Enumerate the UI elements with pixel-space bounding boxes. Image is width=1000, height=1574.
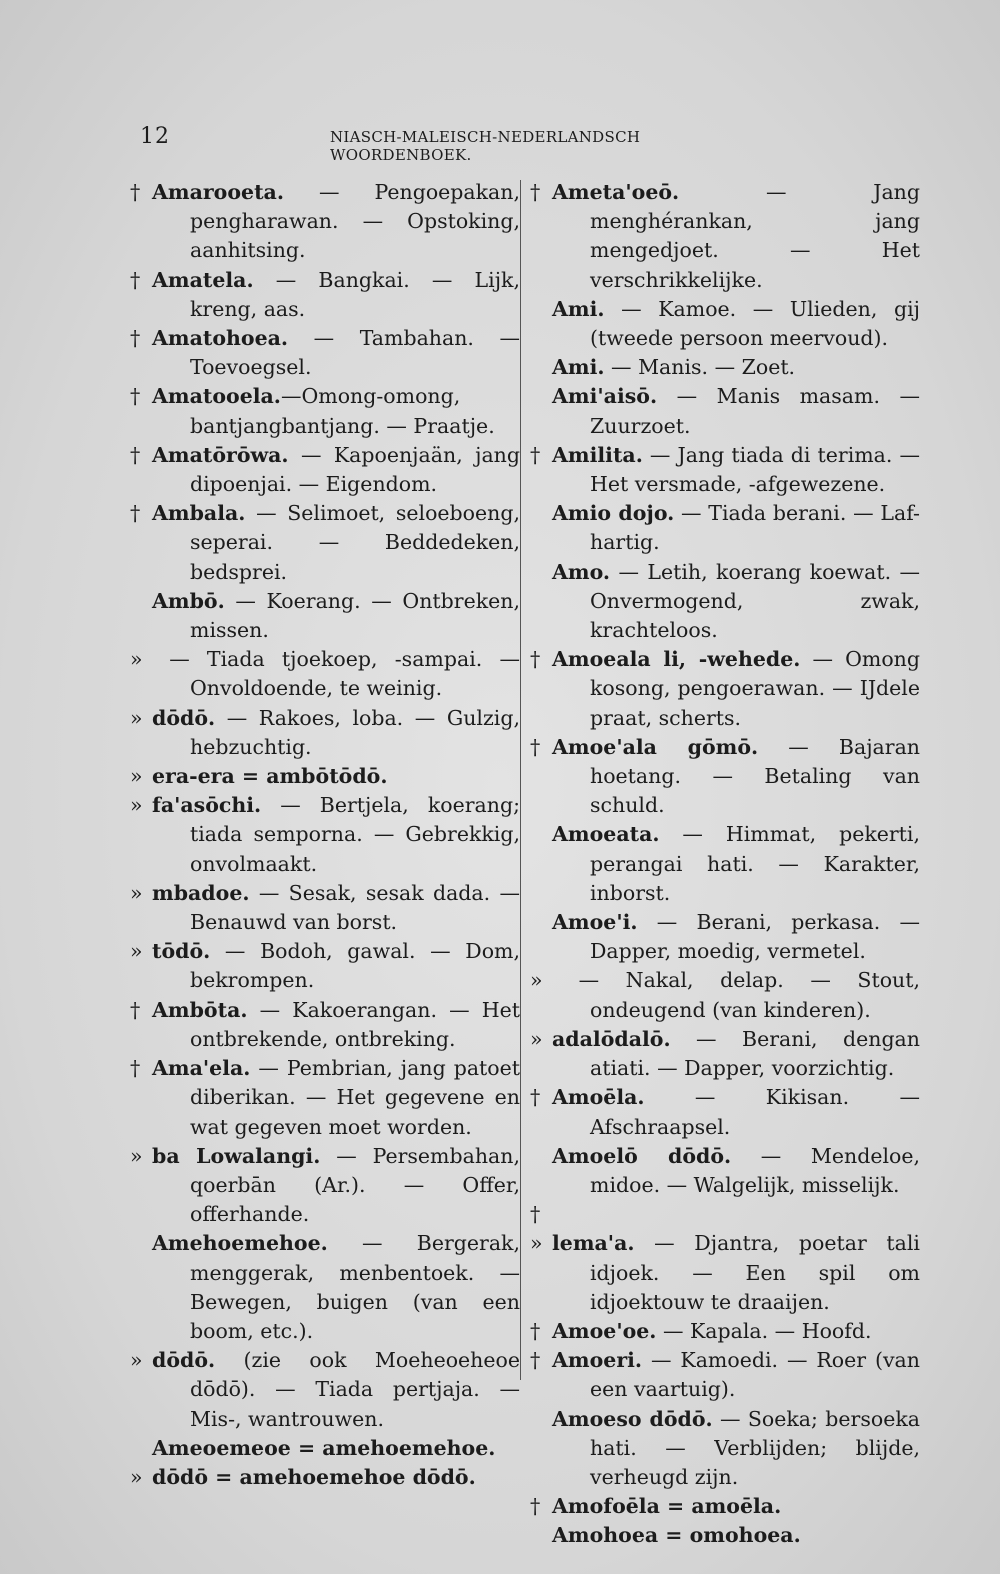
entry-headword: Amoe'i. bbox=[552, 910, 638, 935]
entry-definition: — Kamoedi. — Roer (van een vaartuig). bbox=[590, 1348, 920, 1402]
dictionary-entry bbox=[130, 587, 520, 645]
entry-definition: — Kapoenjaän, jang dipoenjai. — Eigendom. bbox=[190, 442, 520, 497]
entry-headword: Ameta'oeō. bbox=[552, 180, 680, 204]
entry-headword: Ami'aisō. bbox=[552, 384, 658, 409]
dictionary-entry bbox=[530, 1346, 920, 1404]
entry-marker: † bbox=[130, 997, 141, 1022]
entry-definition: — Jang tiada di terima. — Het versmade, -afgewezene. bbox=[590, 442, 920, 497]
entry-definition: — Sesak, sesak dada. — Benauwd van borst. bbox=[190, 880, 520, 935]
entry-headword: Amoēla. bbox=[552, 1085, 645, 1110]
entry-definition: — Soeka; bersoeka hati. — Verblijden; blijde, verheugd zijn. bbox=[590, 1406, 920, 1489]
entry-marker: » bbox=[130, 647, 143, 672]
entry-marker: † bbox=[130, 326, 141, 351]
entry-headword: lema'a. bbox=[552, 1231, 635, 1256]
dictionary-entry bbox=[530, 908, 920, 966]
entry-definition: — Kikisan. — Afschraapsel. bbox=[590, 1085, 920, 1139]
entry-definition: — Bangkai. — Lijk, kreng, aas. bbox=[190, 267, 520, 321]
entry-headword: Ama'ela. bbox=[152, 1056, 251, 1081]
entry-definition: — Kapala. — Hoofd. bbox=[656, 1318, 872, 1343]
dictionary-entry bbox=[530, 733, 920, 821]
entry-definition: — Rakoes, loba. — Gulzig, hebzuchtig. bbox=[190, 705, 520, 759]
entry-marker: † bbox=[130, 442, 141, 467]
entry-headword: Amatela. bbox=[152, 267, 254, 292]
entry-headword: dōdō = amehoemehoe dōdō. bbox=[152, 1464, 476, 1489]
entry-headword: Ambō. bbox=[152, 588, 225, 613]
entry-headword: Amofoēla = amoēla. bbox=[552, 1494, 782, 1519]
entry-marker: † bbox=[530, 734, 541, 759]
entry-headword: Amoeri. bbox=[552, 1348, 643, 1373]
dictionary-entry bbox=[530, 1200, 920, 1317]
entry-marker: » bbox=[130, 764, 143, 789]
dictionary-entry bbox=[530, 1405, 920, 1493]
entry-marker: † bbox=[530, 1494, 541, 1519]
entry-definition: — Bertjela, koerang; tiada semporna. — Gebrekkig, onvolmaakt. bbox=[190, 793, 520, 876]
dictionary-entry bbox=[130, 1346, 520, 1434]
entry-marker: † bbox=[530, 180, 541, 204]
entry-definition: — Bergerak, menggerak, menbentoek. — Bewegen, buigen (van een boom, etc.). bbox=[190, 1231, 520, 1343]
dictionary-entry bbox=[130, 996, 520, 1054]
entry-definition: —Omong-omong, bantjangbantjang. — Praatje. bbox=[190, 384, 495, 438]
column-divider bbox=[520, 180, 521, 1380]
entry-definition: (zie ook Moeheoeheoe dōdō). — Tiada pertjaja. — Mis-, wantrouwen. bbox=[190, 1348, 520, 1431]
entry-marker: † bbox=[130, 384, 141, 409]
entry-headword: Amoe'ala gōmō. bbox=[552, 734, 759, 759]
entry-definition: — Letih, koerang koewat. — Onvermogend, zwak, krachteloos. bbox=[590, 559, 920, 643]
dictionary-entry bbox=[130, 1463, 520, 1492]
dictionary-entry bbox=[130, 324, 520, 382]
entry-marker: † bbox=[530, 442, 541, 467]
dictionary-entry bbox=[130, 645, 520, 703]
dictionary-entry bbox=[130, 762, 520, 791]
entry-headword: Amatooela. bbox=[152, 384, 281, 409]
entry-definition: — Persembahan, qoerbān (Ar.). — Offer, offerhande. bbox=[190, 1143, 520, 1227]
dictionary-entry bbox=[530, 558, 920, 646]
entry-marker: » bbox=[130, 1143, 143, 1168]
entry-headword: Amarooeta. bbox=[152, 180, 284, 204]
entry-headword: Amoeala li, -wehede. bbox=[552, 647, 801, 672]
dictionary-entry bbox=[530, 1492, 920, 1521]
entry-headword: Amio dojo. bbox=[552, 501, 675, 526]
entry-marker: † bbox=[130, 180, 141, 204]
entry-definition: — Nakal, delap. — Stout, ondeugend (van kinderen). bbox=[552, 968, 920, 1022]
dictionary-entry bbox=[530, 382, 920, 440]
entry-marker: † bbox=[130, 1056, 141, 1081]
entry-definition: — Omong kosong, pengoerawan. — IJdele praat, scherts. bbox=[590, 647, 921, 730]
entry-headword: Amoelō dōdō. bbox=[552, 1143, 732, 1168]
entry-marker: † bbox=[530, 1348, 541, 1373]
left-column bbox=[130, 178, 520, 1492]
entry-headword: ba Lowalangi. bbox=[152, 1143, 321, 1168]
entry-marker: † » bbox=[530, 1202, 543, 1256]
dictionary-entry bbox=[530, 1142, 920, 1200]
dictionary-entry bbox=[130, 1054, 520, 1142]
page-header bbox=[140, 124, 740, 164]
entry-definition: — Pembrian, jang patoet diberikan. — Het gegevene en wat gegeven moet worden. bbox=[190, 1056, 520, 1139]
entry-headword: Amatohoea. bbox=[152, 326, 289, 351]
entry-headword: dōdō. bbox=[152, 1348, 216, 1373]
dictionary-entry bbox=[530, 1025, 920, 1083]
dictionary-entry bbox=[130, 704, 520, 762]
entry-headword: era-era = ambōtōdō. bbox=[152, 764, 388, 789]
right-column bbox=[530, 178, 920, 1551]
dictionary-entry bbox=[530, 178, 920, 295]
entry-headword: dōdō. bbox=[152, 705, 216, 730]
entry-headword: Amo. bbox=[552, 559, 611, 584]
entry-headword: Amilita. bbox=[552, 442, 643, 467]
dictionary-entry bbox=[130, 791, 520, 879]
dictionary-entry bbox=[130, 1229, 520, 1346]
entry-definition: — Berani, perkasa. — Dapper, moedig, vermetel. bbox=[590, 910, 920, 964]
entry-headword: mbadoe. bbox=[152, 880, 250, 905]
entry-definition: — Djantra, poetar tali idjoek. — Een spil om idjoektouw te draaijen. bbox=[590, 1231, 920, 1314]
dictionary-entry bbox=[530, 820, 920, 908]
dictionary-entry bbox=[130, 178, 520, 266]
entry-definition: — Selimoet, seloeboeng, seperai. — Beddedeken, bedsprei. bbox=[190, 501, 520, 584]
entry-headword: Ami. bbox=[552, 296, 605, 321]
entry-definition: — Kamoe. — Ulieden, gij (tweede persoon meervoud). bbox=[590, 296, 920, 351]
dictionary-entry bbox=[530, 441, 920, 499]
entry-definition: — Kakoerangan. — Het ontbrekende, ontbreking. bbox=[190, 997, 520, 1051]
entry-definition: — Berani, dengan atiati. — Dapper, voorzichtig. bbox=[590, 1026, 920, 1081]
dictionary-entry bbox=[530, 1317, 920, 1346]
entry-headword: Ambala. bbox=[152, 501, 246, 526]
entry-marker: † bbox=[530, 1318, 541, 1343]
entry-marker: » bbox=[130, 1348, 143, 1373]
entry-headword: Amehoemehoe. bbox=[152, 1231, 328, 1256]
entry-marker: † bbox=[130, 501, 141, 526]
entry-headword: Amoeso dōdō. bbox=[552, 1406, 713, 1431]
dictionary-entry bbox=[530, 966, 920, 1024]
entry-definition: — Manis masam. — Zuurzoet. bbox=[590, 384, 920, 438]
entry-headword: Amoeata. bbox=[552, 822, 660, 847]
dictionary-entry bbox=[530, 499, 920, 557]
dictionary-entry bbox=[530, 353, 920, 382]
entry-definition: — Pengoepakan, pengharawan. — Opstoking, aanhitsing. bbox=[190, 180, 520, 263]
entry-headword: adalōdalō. bbox=[552, 1026, 671, 1051]
dictionary-entry bbox=[130, 1142, 520, 1230]
dictionary-entry bbox=[530, 1521, 920, 1550]
entry-marker: † bbox=[530, 647, 541, 672]
dictionary-entry bbox=[130, 499, 520, 587]
page-number: 12 bbox=[140, 124, 170, 149]
entry-definition: — Bodoh, gawal. — Dom, bekrompen. bbox=[190, 939, 520, 993]
dictionary-entry bbox=[130, 879, 520, 937]
entry-marker: » bbox=[130, 1464, 143, 1489]
entry-marker: » bbox=[130, 880, 143, 905]
dictionary-entry bbox=[130, 382, 520, 440]
entry-definition: — Koerang. — Ontbreken, missen. bbox=[190, 588, 520, 643]
entry-marker: » bbox=[530, 968, 543, 993]
entry-headword: tōdō. bbox=[152, 939, 211, 964]
entry-definition: — Jang menghérankan, jang mengedjoet. — Het verschrikkelijke. bbox=[590, 180, 920, 292]
dictionary-entry bbox=[130, 441, 520, 499]
entry-headword: Ambōta. bbox=[152, 997, 248, 1022]
entry-headword: Ami. bbox=[552, 355, 605, 380]
dictionary-entry bbox=[530, 295, 920, 353]
entry-marker: » bbox=[130, 939, 143, 964]
dictionary-entry bbox=[130, 266, 520, 324]
entry-definition: — Tambahan. — Toevoegsel. bbox=[190, 326, 520, 380]
entry-headword: Amohoea = omohoea. bbox=[552, 1523, 801, 1548]
entry-marker: † bbox=[130, 267, 141, 292]
dictionary-entry bbox=[530, 1083, 920, 1141]
entry-marker: † bbox=[530, 1085, 541, 1110]
entry-definition: — Bajaran hoetang. — Betaling van schuld. bbox=[590, 734, 920, 818]
entry-headword: Ameoemeoe = amehoemehoe. bbox=[152, 1435, 496, 1460]
dictionary-entry bbox=[530, 645, 920, 733]
running-title: NIASCH-MALEISCH-NEDERLANDSCH WOORDENBOEK. bbox=[330, 128, 641, 164]
entry-definition: — Mendeloe, midoe. — Walgelijk, misselijk. bbox=[590, 1143, 920, 1197]
entry-headword: Amatōrōwa. bbox=[152, 442, 289, 467]
entry-definition: — Himmat, pekerti, perangai hati. — Karakter, inborst. bbox=[590, 822, 920, 905]
entry-definition: — Tiada berani. — Laf-hartig. bbox=[590, 501, 920, 555]
entry-headword: fa'asōchi. bbox=[152, 793, 262, 818]
entry-marker: » bbox=[530, 1026, 543, 1051]
entry-definition: — Manis. — Zoet. bbox=[604, 355, 796, 380]
entry-definition: — Tiada tjoekoep, -sampai. — Onvoldoende, te weinig. bbox=[152, 647, 520, 701]
entry-marker: » bbox=[130, 705, 143, 730]
dictionary-entry bbox=[130, 1434, 520, 1463]
entry-headword: Amoe'oe. bbox=[552, 1318, 657, 1343]
entry-marker: » bbox=[130, 793, 143, 818]
dictionary-entry bbox=[130, 937, 520, 995]
